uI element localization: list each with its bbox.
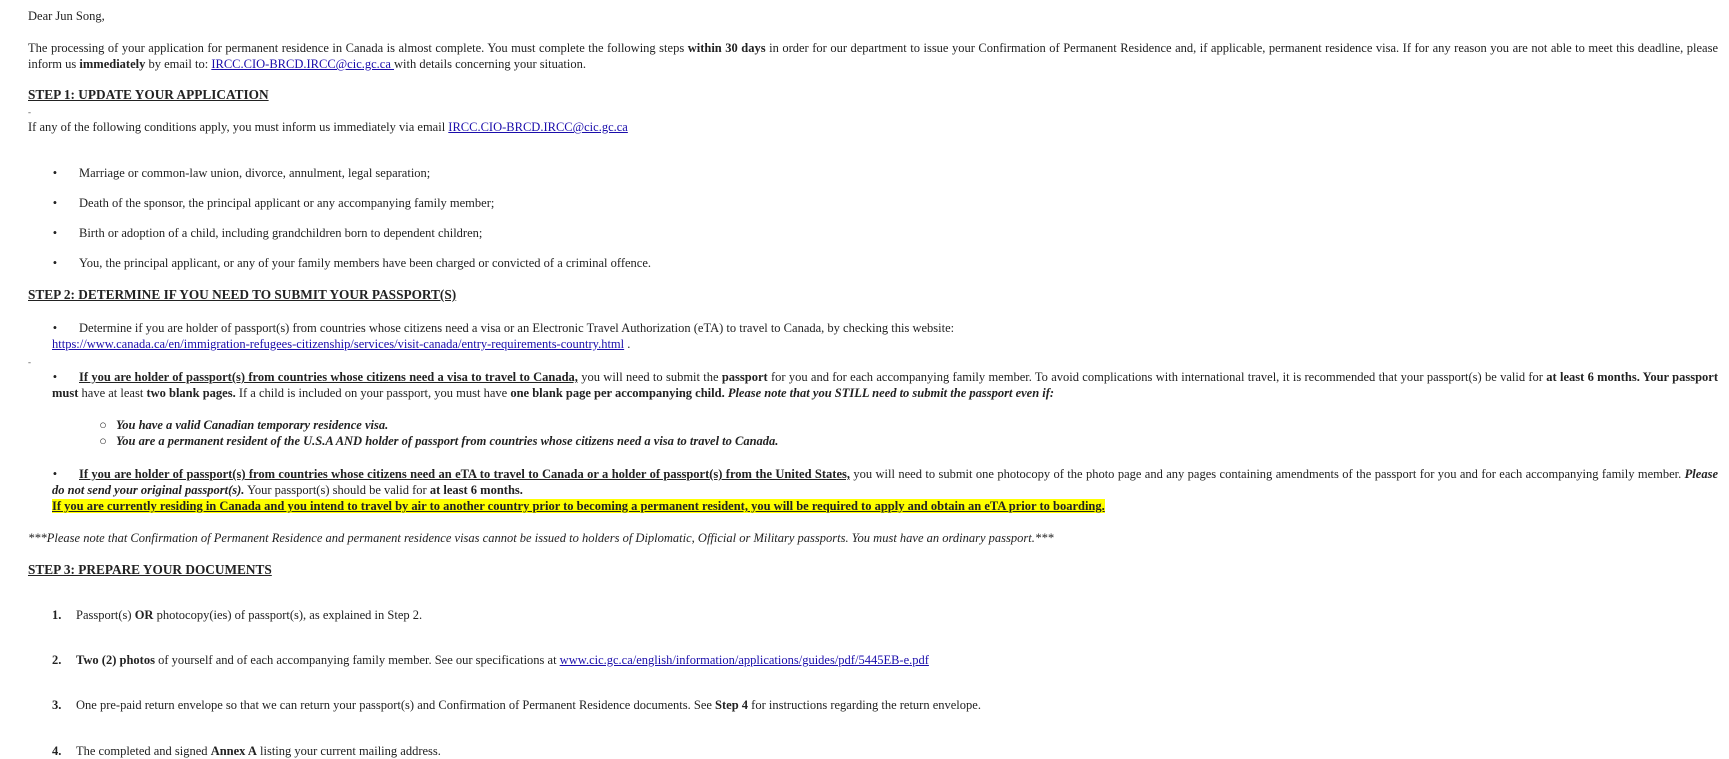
body-text: you will need to submit one photocopy of the photo page and any pages containing amendments of the passport for you and for each accompanying family member. — [849, 467, 1685, 481]
emphasis: at least 6 months. Your passport must — [52, 370, 1718, 400]
step2-bullet-1-text: Determine if you are holder of passport(s) from countries whose citizens need a visa or an Electronic Travel Authorization (eTA) to travel to Canada, by checking this website: — [79, 321, 955, 335]
body-text: of yourself and of each accompanying family member. See our specifications at — [154, 653, 560, 667]
emphasis: passport — [721, 370, 768, 384]
greeting: Dear Jun Song, — [28, 9, 105, 23]
passport-type-note: ***Please note that Confirmation of Permanent Residence and permanent residence visas cannot be issued to holders of Diplomatic, Official or Military passports. You must have an ordinary passport.*** — [28, 531, 1054, 545]
step2-bullet-1-link-line — [52, 336, 630, 352]
note-emphasis: Please do not send your original passport(s). — [52, 467, 1718, 497]
step2-bullet-2 — [52, 369, 1718, 401]
bullet: • — [52, 166, 58, 180]
list-item-text: Marriage or common-law union, divorce, annulment, legal separation; — [79, 166, 431, 180]
list-item-text: Birth or adoption of a child, including grandchildren born to dependent children; — [79, 226, 483, 240]
immediately-emphasis: immediately — [79, 57, 146, 71]
emphasis: Two (2) photos — [76, 653, 155, 667]
step3-heading: STEP 3: PREPARE YOUR DOCUMENTS — [28, 562, 272, 577]
note-emphasis: Please note that you STILL need to submit the passport even if: — [724, 386, 1055, 400]
intro-text: The processing of your application for permanent residence in Canada is almost complete. You must complete the following steps — [28, 41, 688, 55]
intro-text: by email to: — [145, 57, 212, 71]
intro-paragraph — [28, 40, 1718, 72]
sub-list-item-text: You are a permanent resident of the U.S.A AND holder of passport from countries whose citizens need a visa to travel to Canada. — [116, 434, 779, 448]
body-text: for you and for each accompanying family member. To avoid complications with international travel, it is recommended that your passport(s) be valid for — [767, 370, 1547, 384]
emphasis: Annex A — [210, 744, 257, 758]
emphasis: one blank page per accompanying child. — [510, 386, 725, 400]
bullet: • — [52, 467, 58, 481]
body-text: One pre-paid return envelope so that we can return your passport(s) and Confirmation of Permanent Residence documents. See — [76, 698, 716, 712]
emphasis: at least 6 months. — [429, 483, 523, 497]
step2-bullet-3 — [52, 466, 1718, 498]
sub-bullet: ○ — [99, 418, 107, 432]
item-number: 4. — [52, 744, 62, 758]
bullet: • — [52, 256, 58, 270]
email-link[interactable]: IRCC.CIO-BRCD.IRCC@cic.gc.ca — [448, 120, 628, 134]
sub-bullet: ○ — [99, 434, 107, 448]
body-text: listing your current mailing address. — [256, 744, 441, 758]
highlighted-text: If you are currently residing in Canada and you intend to travel by air to another country prior to becoming a permanent resident, you will be required to apply and obtain an eTA prior to boarding. — [52, 499, 1105, 513]
stray-mark: - — [28, 107, 31, 117]
item-number: 2. — [52, 653, 62, 667]
list-item-text: Death of the sponsor, the principal applicant or any accompanying family member; — [79, 196, 495, 210]
bullet: • — [52, 196, 58, 210]
body-text: The completed and signed — [76, 744, 211, 758]
body-text: If a child is included on your passport, you must have — [235, 386, 511, 400]
item-number: 1. — [52, 608, 62, 622]
photo-specifications-link[interactable]: www.cic.gc.ca/english/information/applications/guides/pdf/5445EB-e.pdf — [559, 653, 929, 667]
list-item-text: You, the principal applicant, or any of your family members have been charged or convicted of a criminal offence. — [79, 256, 652, 270]
item-number: 3. — [52, 698, 62, 712]
deadline-emphasis: within 30 days — [687, 41, 766, 55]
entry-requirements-link[interactable]: https://www.canada.ca/en/immigration-refugees-citizenship/services/visit-canada/entry-requirements-country.html — [52, 337, 625, 351]
eta-highlight-notice — [52, 498, 1105, 514]
sub-list-item-text: You have a valid Canadian temporary residence visa. — [116, 418, 389, 432]
visa-required-condition: If you are holder of passport(s) from countries whose citizens need a visa to travel to Canada, — [79, 370, 578, 384]
step1-heading: STEP 1: UPDATE YOUR APPLICATION — [28, 87, 269, 102]
body-text: have at least — [78, 386, 147, 400]
stray-mark: - — [28, 357, 31, 367]
bullet: • — [52, 321, 58, 335]
punctuation: . — [624, 337, 631, 351]
step1-instruction — [28, 119, 628, 135]
body-text: you will need to submit the — [577, 370, 722, 384]
emphasis: two blank pages. — [146, 386, 236, 400]
intro-text: in order for our department to issue your Confirmation of Permanent Residence and, if applicable, permanent residence visa. If for any reason you are not able to meet this deadline, please inform us — [28, 41, 1718, 71]
step1-instruction-text: If any of the following conditions apply, you must inform us immediately via email — [28, 120, 449, 134]
body-text: Your passport(s) should be valid for — [244, 483, 430, 497]
body-text: for instructions regarding the return envelope. — [748, 698, 981, 712]
email-link[interactable]: IRCC.CIO-BRCD.IRCC@cic.gc.ca — [211, 57, 395, 71]
eta-required-condition: If you are holder of passport(s) from countries whose citizens need an eTA to travel to Canada or a holder of passport(s) from the United States, — [79, 467, 850, 481]
emphasis: Step 4 — [715, 698, 749, 712]
bullet: • — [52, 370, 58, 384]
bullet: • — [52, 226, 58, 240]
intro-text: with details concerning your situation. — [394, 57, 586, 71]
body-text: photocopy(ies) of passport(s), as explained in Step 2. — [153, 608, 423, 622]
step2-heading: STEP 2: DETERMINE IF YOU NEED TO SUBMIT YOUR PASSPORT(S) — [28, 287, 457, 302]
emphasis: OR — [134, 608, 154, 622]
body-text: Passport(s) — [76, 608, 135, 622]
